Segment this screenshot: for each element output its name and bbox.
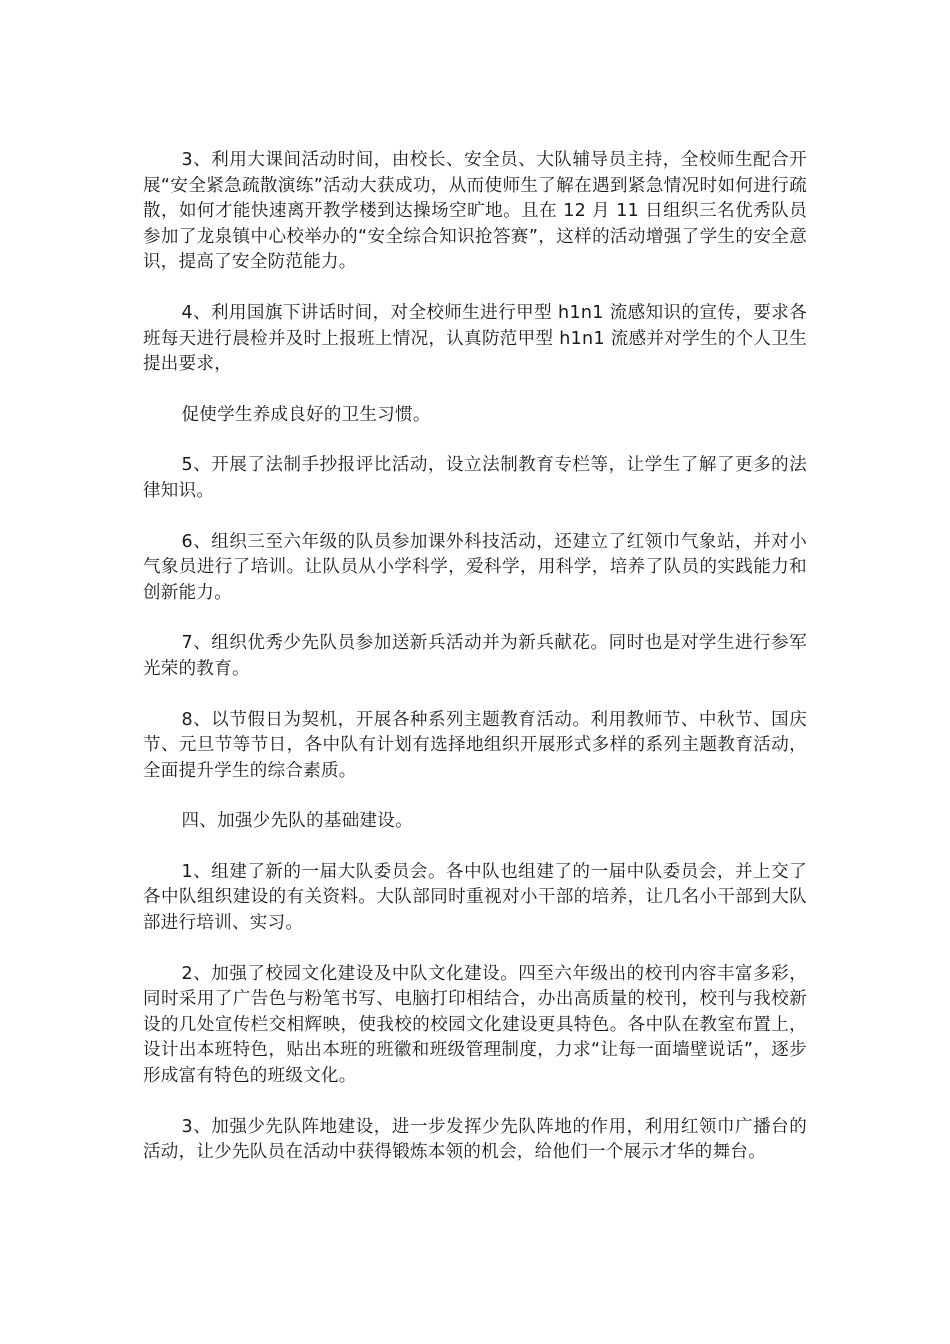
paragraph-legal-education: 5、开展了法制手抄报评比活动，设立法制教育专栏等，让学生了解了更多的法律知识。	[143, 455, 807, 501]
paragraph-campus-culture: 2、加强了校园文化建设及中队文化建设。四至六年级出的校刊内容丰富多彩，同时采用了广告色与粉笔书写、电脑打印相结合，办出高质量的校刊，校刊与我校新设的几处宣传栏交相辉映，使我校的校园文化建设更具特色。各中队在教室布置上，设计出本班特色，贴出本班的班徽和班级管理制度，力求“让每一面墙壁说话”，逐步形成富有特色的班级文化。	[143, 963, 807, 1087]
paragraph-science-activities: 6、组织三至六年级的队员参加课外科技活动，还建立了红领巾气象站，并对小气象员进行了培训。让队员从小学科学，爱科学，用科学，培养了队员的实践能力和创新能力。	[143, 531, 807, 603]
paragraph-soldier-farewell: 7、组织优秀少先队员参加送新兵活动并为新兵献花。同时也是对学生进行参军光荣的教育。	[143, 633, 807, 679]
paragraph-radio-station: 3、加强少先队阵地建设，进一步发挥少先队阵地的作用，利用红领巾广播台的活动，让少先队员在活动中获得锻炼本领的机会，给他们一个展示才华的舞台。	[143, 1116, 807, 1163]
paragraph-safety-drill: 3、利用大课间活动时间，由校长、安全员、大队辅导员主持，全校师生配合开展“安全紧急疏散演练”活动大获成功，从而使师生了解在遇到紧急情况时如何进行疏散，如何才能快速离开教学楼到达操场空旷地。且在 12 月 11 日组织三名优秀队员参加了龙泉镇中心校举办的“安全综合知识抢答赛”，这样的活动增强了学生的安全意识，提高了安全防范能力。	[143, 150, 807, 273]
paragraph-committee: 1、组建了新的一届大队委员会。各中队也组建了的一届中队委员会，并上交了各中队组织建设的有关资料。大队部同时重视对小干部的培养，让几名小干部到大队部进行培训、实习。	[143, 861, 807, 934]
document-body	[143, 148, 807, 1191]
paragraph-holiday-themes: 8、以节假日为契机，开展各种系列主题教育活动。利用教师节、中秋节、国庆节、元旦节等节日，各中队有计划有选择地组织开展形式多样的系列主题教育活动，全面提升学生的综合素质。	[143, 709, 807, 781]
section-heading-foundation: 四、加强少先队的基础建设。	[181, 811, 413, 832]
paragraph-flu-awareness: 4、利用国旗下讲话时间，对全校师生进行甲型 h1n1 流感知识的宣传，要求各班每天进行晨检并及时上报班上情况，认真防范甲型 h1n1 流感并对学生的个人卫生提出要求，	[143, 302, 807, 375]
paragraph-hygiene-habits: 促使学生养成良好的卫生习惯。	[181, 404, 431, 425]
